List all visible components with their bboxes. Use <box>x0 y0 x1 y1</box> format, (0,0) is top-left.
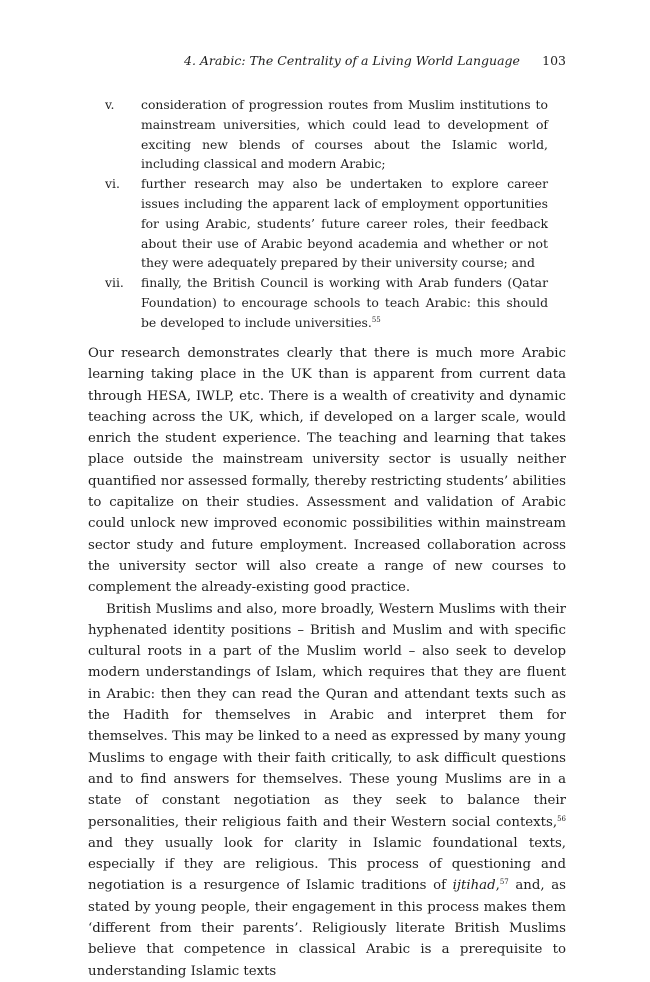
page-number: 103 <box>542 53 566 68</box>
list-item-text-container <box>141 273 548 332</box>
italic-term: ijtihad <box>452 878 496 894</box>
list-item-text: finally, the British Council is working with Arab funders (Qatar Foundation) to encourage schools to teach Arabic: this should be developed to include universities. <box>141 275 548 330</box>
list-item-text: further research may also be undertaken to explore career issues including the apparent lack of employment opportunities for using Arabic, students’ future career roles, their feedback about their use of Arabic beyond academia and whether or not they were adequately prepared by their university course; and <box>141 176 548 271</box>
paragraph: Our research demonstrates clearly that there is much more Arabic learning taking place in the UK than is apparent from current data through HESA, IWLP, etc. There is a wealth of creativity and dynamic teaching across the UK, which, if developed on a larger scale, would enrich the student experience. The teaching and learning that takes place outside the mainstream university sector is usually neither quantified nor assessed formally, thereby restricting students’ abilities to capitalize on their studies. Assessment and validation of Arabic could unlock new improved economic possibilities within mainstream sector study and future employment. Increased collaboration across the university sector will also create a range of new courses to complement the already-existing good practice. <box>88 346 566 596</box>
running-title: 4. Arabic: The Centrality of a Living World Language <box>184 53 520 68</box>
list-marker: vii. <box>105 275 124 291</box>
paragraph-text: and they usually look for clarity in Islamic foundational texts, especially if they are religious. This process of questioning and negotiation is a resurgence of Islamic traditions of <box>88 835 566 894</box>
paragraph-text: , <box>495 878 500 894</box>
paragraph-text: and, as stated by young people, their engagement in this process makes them ‘different from their parents’. Religiously literate British Muslims believe that competence in classical Arabic is a prerequisite to understanding Islamic texts <box>88 878 566 979</box>
list-item <box>105 95 548 174</box>
list-marker: vi. <box>105 176 120 192</box>
footnote-ref-57[interactable]: 57 <box>499 878 509 887</box>
list-marker: v. <box>105 97 115 112</box>
body-text <box>88 343 566 982</box>
list-item <box>105 273 548 332</box>
footnote-ref-55[interactable]: 55 <box>371 315 381 324</box>
running-head <box>88 53 566 71</box>
paragraph-text: British Muslims and also, more broadly, Western Muslims with their hyphenated identity positions – British and Muslim and with specific cultural roots in a part of the Muslim world – also seek to develop modern understandings of Islam, which requires that they are fluent in Arabic: then they can read the Quran and attendant texts such as the Hadith for themselves in Arabic and interpret them for themselves. This may be linked to a need as expressed by many young Muslims to engage with their faith critically, to ask difficult questions and to find answers for themselves. These young Muslims are in a state of constant negotiation as they seek to balance their personalities, their religious faith and their Western social contexts, <box>88 601 566 830</box>
footnote-ref-56[interactable]: 56 <box>557 814 566 823</box>
list-item <box>105 174 548 273</box>
list-item-text: consideration of progression routes from Muslim institutions to mainstream universities, which could lead to development of exciting new blends of courses about the Islamic world, including classical and modern Arabic; <box>141 97 548 172</box>
paragraph <box>88 599 566 982</box>
recommendation-list <box>105 95 548 333</box>
